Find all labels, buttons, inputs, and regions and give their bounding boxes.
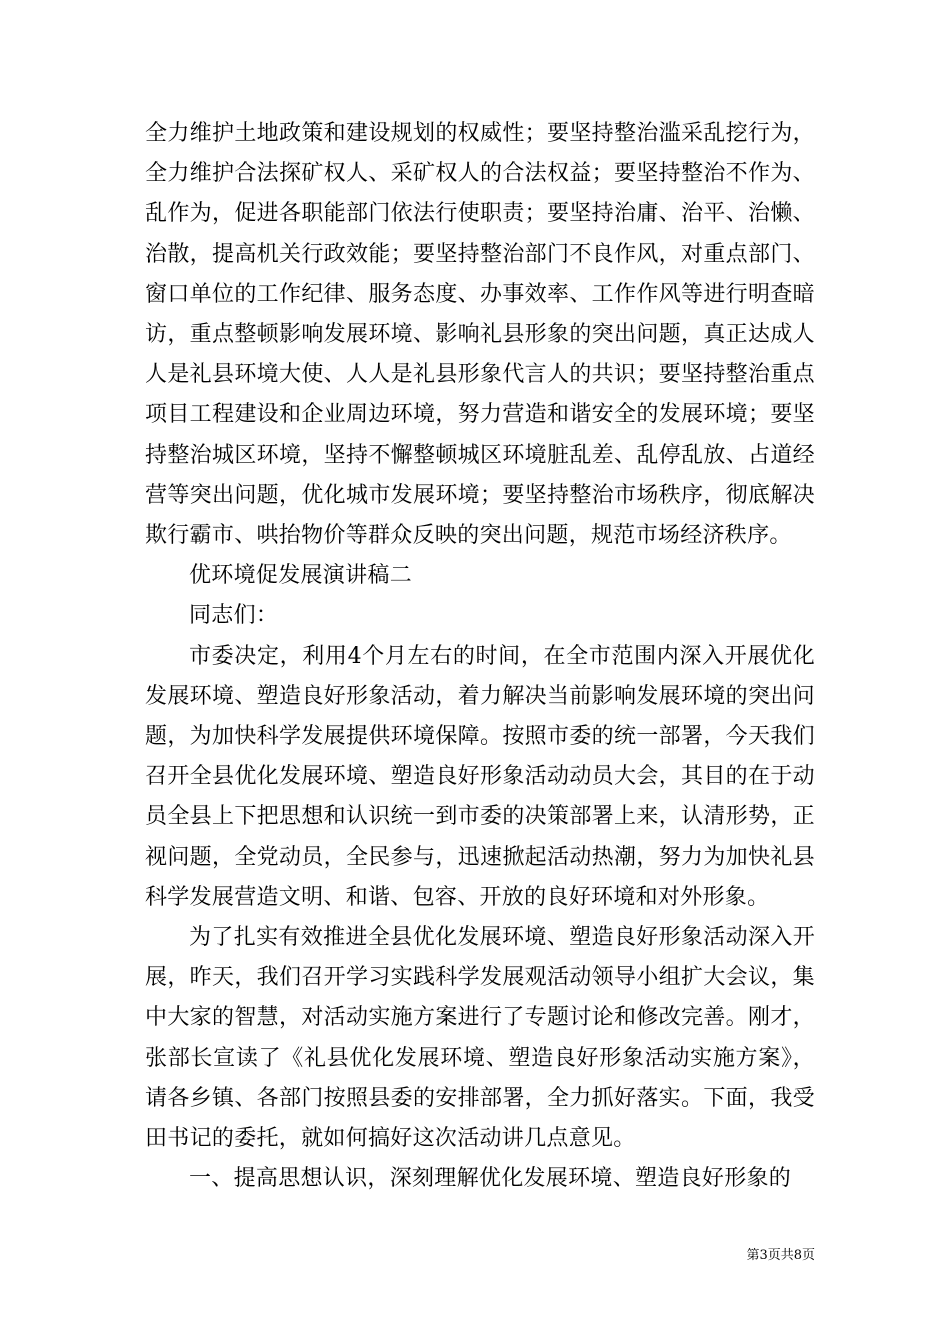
salutation: 同志们：	[189, 603, 279, 629]
document-body	[145, 114, 815, 1199]
paragraph-2: 为了扎实有效推进全县优化发展环境、塑造良好形象活动深入开展，昨天，我们召开学习实践科学发展观活动领导小组扩大会议，集中大家的智慧，对活动实施方案进行了专题讨论和修改完善。刚才，张部长宣读了《礼县优化发展环境、塑造良好形象活动实施方案》，请各乡镇、各部门按照县委的安排部署，全力抓好落实。下面，我受田书记的委托，就如何搞好这次活动讲几点意见。	[145, 925, 815, 1152]
page-number-footer: 第3页共8页	[746, 1248, 815, 1263]
paragraph-3: 一、提高思想认识，深刻理解优化发展环境、塑造良好形象的	[189, 1166, 792, 1192]
paragraph-continuation: 全力维护土地政策和建设规划的权威性；要坚持整治滥采乱挖行为，全力维护合法探矿权人、采矿权人的合法权益；要坚持整治不作为、乱作为，促进各职能部门依法行使职责；要坚持治庸、治平、治懒、治散，提高机关行政效能；要坚持整治部门不良作风，对重点部门、窗口单位的工作纪律、服务态度、办事效率、工作作风等进行明查暗访，重点整顿影响发展环境、影响礼县形象的突出问题，真正达成人人是礼县环境大使、人人是礼县形象代言人的共识；要坚持整治重点项目工程建设和企业周边环境，努力营造和谐安全的发展环境；要坚持整治城区环境，坚持不懈整顿城区环境脏乱差、乱停乱放、占道经营等突出问题，优化城市发展环境；要坚持整治市场秩序，彻底解决欺行霸市、哄抬物价等群众反映的突出问题，规范市场经济秩序。	[145, 121, 815, 549]
section-title: 优环境促发展演讲稿二	[189, 563, 413, 589]
paragraph-1: 市委决定，利用4个月左右的时间，在全市范围内深入开展优化发展环境、塑造良好形象活动，着力解决当前影响发展环境的突出问题，为加快科学发展提供环境保障。按照市委的统一部署，今天我们召开全县优化发展环境、塑造良好形象活动动员大会，其目的在于动员全县上下把思想和认识统一到市委的决策部署上来，认清形势，正视问题，全党动员，全民参与，迅速掀起活动热潮，努力为加快礼县科学发展营造文明、和谐、包容、开放的良好环境和对外形象。	[145, 643, 815, 910]
